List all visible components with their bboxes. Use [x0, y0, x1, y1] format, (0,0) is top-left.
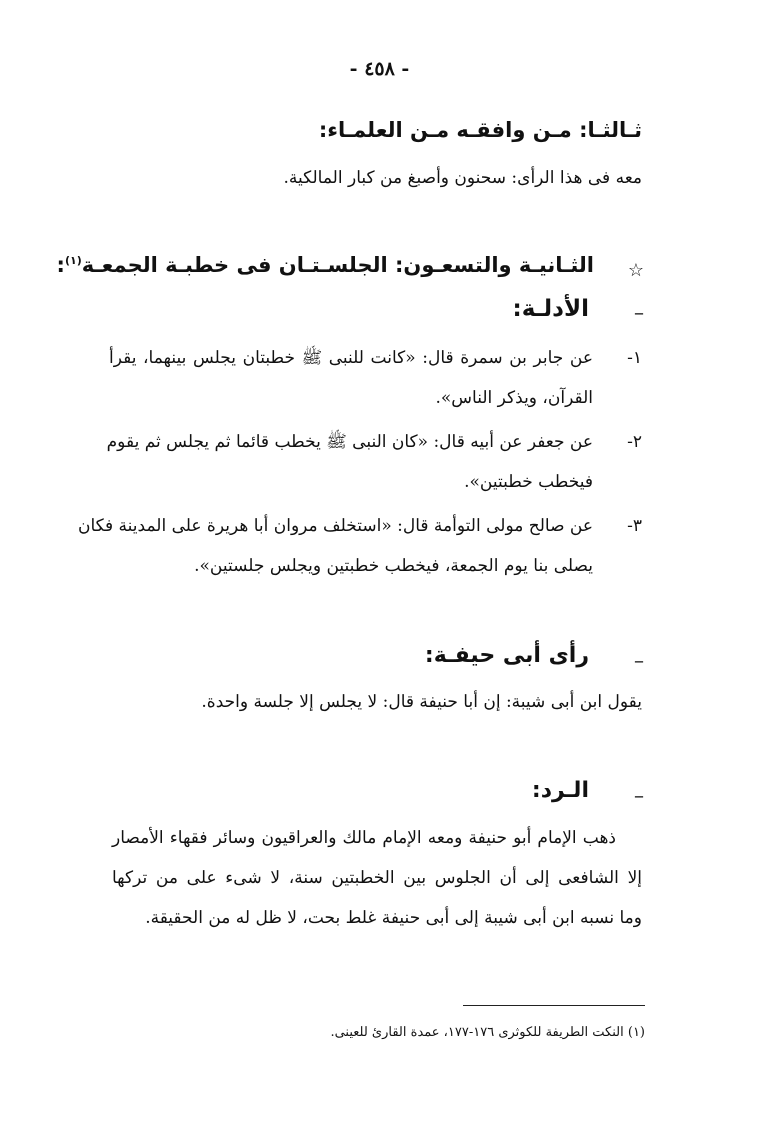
evidence-item-1-line-2: القرآن، ويذكر الناس». [435, 388, 593, 408]
evidence-heading: الأدلـة: [512, 296, 589, 322]
evidence-item-2-number: ٢- [627, 432, 642, 452]
evidence-item-1-number: ١- [627, 348, 642, 368]
evidence-item-1-line-1: عن جابر بن سمرة قال: «كانت للنبى ﷺ خطبتان يجلس بينهما، يقرأ [109, 348, 593, 368]
scholars-text: معه فى هذا الرأى: سحنون وأصبغ من كبار المالكية. [283, 168, 642, 188]
abu-hanifa-heading: رأى أبى حيفـة: [424, 643, 589, 668]
reply-line-2: إلا الشافعى إلى أن الجلوس بين الخطبتين سنة، لا شىء على من تركها [112, 868, 642, 888]
evidence-item-2-line-2: فيخطب خطبتين». [464, 472, 593, 492]
issue-title-text: الثـانيـة والتسعـون: الجلسـتـان فى خطبـة الجمعـة [81, 253, 594, 277]
page-number: - ٤٥٨ - [349, 58, 410, 80]
evidence-item-3-line-2: يصلى بنا يوم الجمعة، فيخطب خطبتين ويجلس جلستين». [194, 556, 593, 576]
issue-title [57, 253, 594, 277]
evidence-dash: – [634, 300, 644, 324]
footnote-ref: (١) [64, 254, 82, 267]
reply-heading: الـرد: [531, 778, 589, 803]
footnote-text: (١) النكت الطريفة للكوثرى ١٧٦-١٧٧، عمدة القارئ للعينى. [330, 1025, 645, 1040]
abu-hanifa-text: يقول ابن أبى شيبة: إن أبا حنيفة قال: لا يجلس إلا جلسة واحدة. [201, 692, 642, 712]
evidence-item-3-number: ٣- [627, 516, 642, 536]
evidence-item-3-line-1: عن صالح مولى التوأمة قال: «استخلف مروان أبا هريرة على المدينة فكان [77, 516, 593, 536]
section-heading-scholars: ثـالثـا: مـن وافقـه مـن العلمـاء: [318, 118, 642, 142]
evidence-item-2-line-1: عن جعفر عن أبيه قال: «كان النبى ﷺ يخطب قائما ثم يجلس ثم يقوم [106, 432, 593, 452]
star-icon: ☆ [627, 260, 644, 281]
issue-title-end: : [56, 253, 65, 277]
reply-dash: – [634, 783, 644, 807]
reply-line-1: ذهب الإمام أبو حنيفة ومعه الإمام مالك والعراقيون وسائر فقهاء الأمصار [112, 828, 616, 848]
footnote-divider [463, 1005, 645, 1006]
abu-hanifa-dash: – [634, 648, 644, 672]
reply-line-3: وما نسبه ابن أبى شيبة إلى أبى حنيفة غلط بحت، لا ظل له من الحقيقة. [145, 908, 642, 928]
